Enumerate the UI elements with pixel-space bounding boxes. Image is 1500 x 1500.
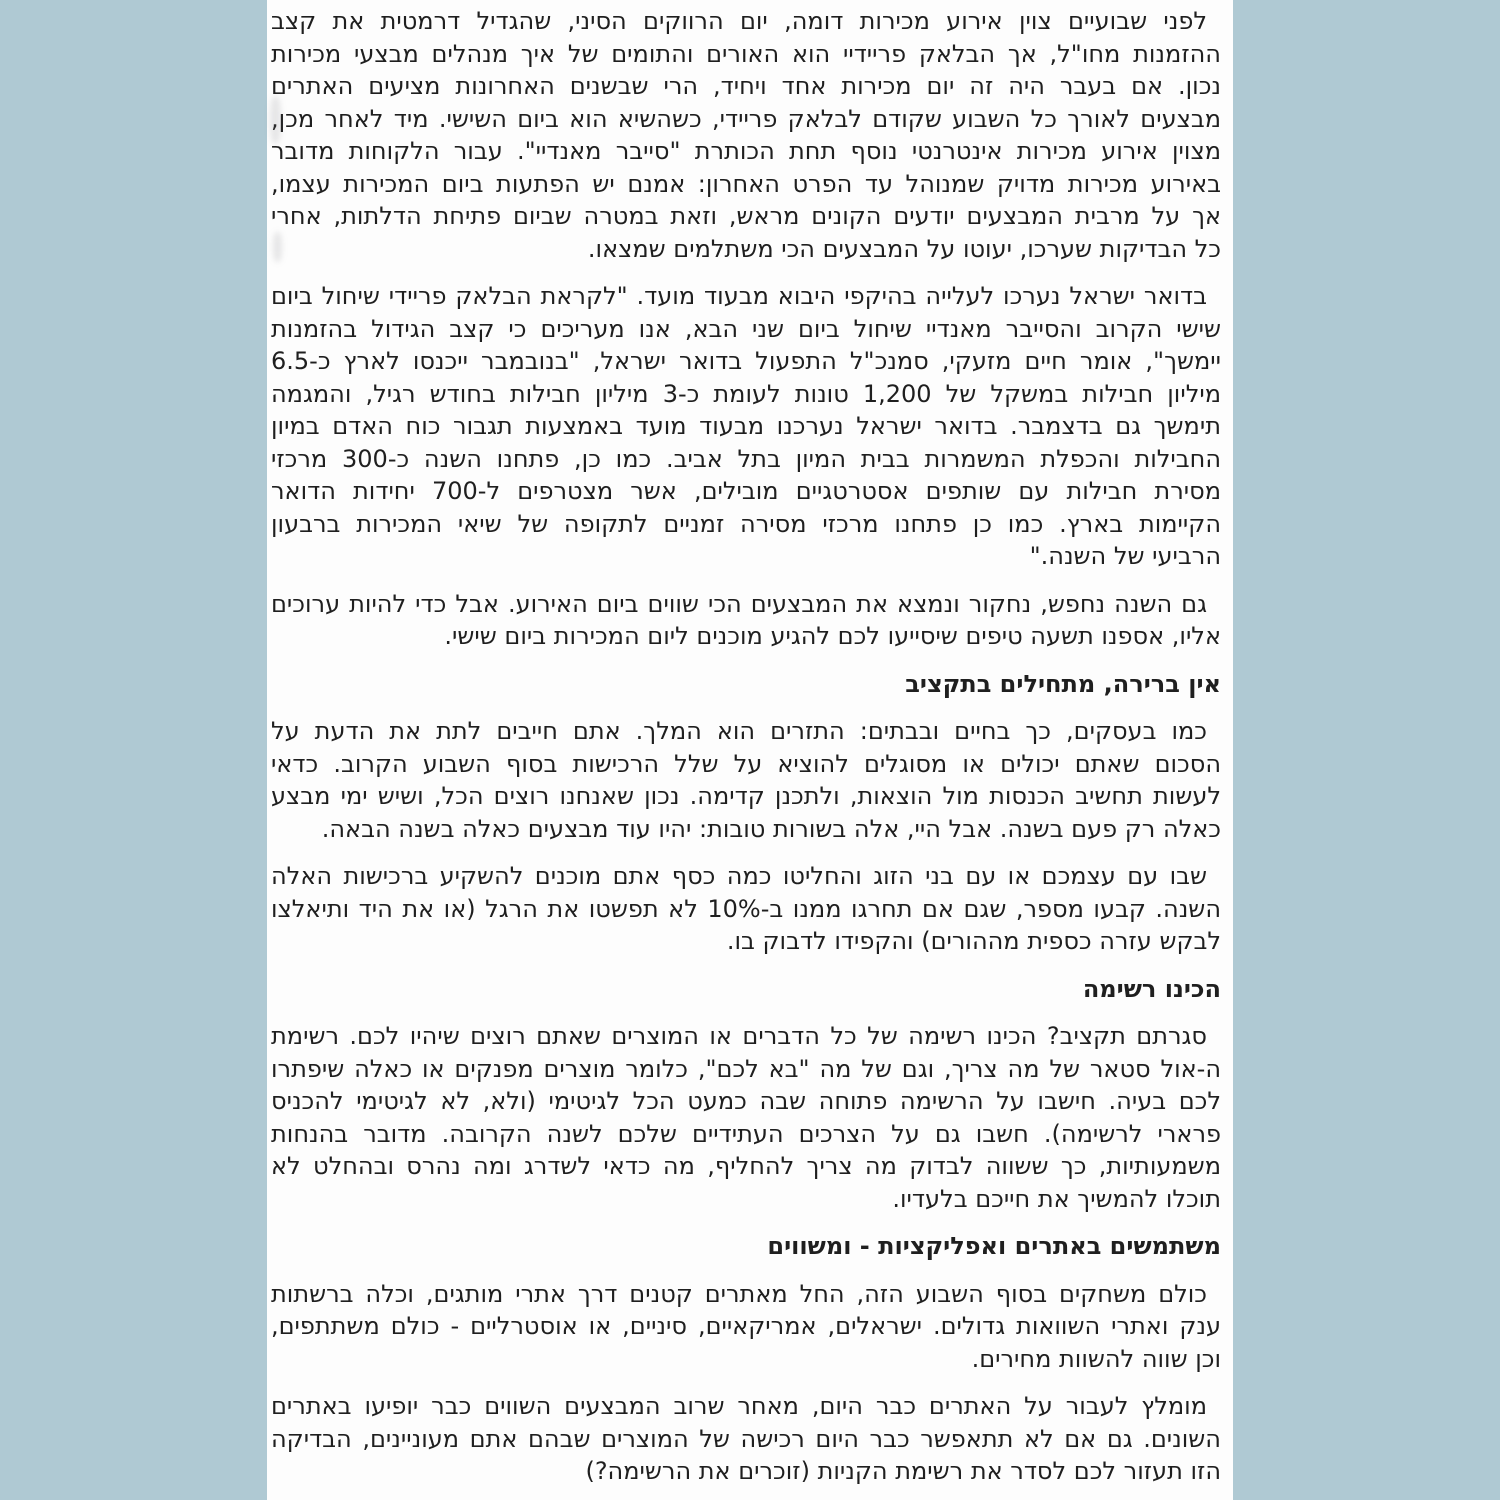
- text-line: שבו עם עצמכם או עם בני הזוג והחליטו כמה כסף אתם מוכנים להשקיע ברכישות האלה: [271, 862, 1207, 890]
- text-line: ההזמנות מחו"ל, אך הבלאק פריידיי הוא האורים והתומים של איך מנהלים מבצעי מכירות: [271, 39, 1221, 68]
- paragraph: [271, 280, 1221, 573]
- paragraph: [271, 1390, 1221, 1488]
- text-line: לבקש עזרה כספית מההורים) והקפידו לדבוק בו.: [726, 927, 1221, 955]
- text-line: לפני שבועיים צוין אירוע מכירות דומה, יום הרווקים הסיני, שהגדיל דרמטית את קצב: [271, 7, 1207, 35]
- text-line: אליו, אספנו תשעה טיפים שיסייעו לכם להגיע מוכנים ליום המכירות ביום שישי.: [444, 622, 1221, 650]
- section-heading: הכינו רשימה: [1082, 974, 1221, 1003]
- text-line: שישי הקרוב והסייבר מאנדיי שיחול ביום שני הבא, אנו מעריכים כי קצב הגידול בהזמנות: [271, 314, 1221, 343]
- text-line: הסכום שאתם יכולים או מסוגלים להוציא על שלל הרכישות בסוף השבוע הקרוב. כדאי: [271, 749, 1221, 778]
- text-line: גם השנה נחפש, נחקור ונמצא את המבצעים הכי שווים ביום האירוע. אבל כדי להיות ערוכים: [271, 589, 1207, 618]
- text-line: הרביעי של השנה.": [1029, 542, 1221, 570]
- text-line: מומלץ לעבור על האתרים כבר היום, מאחר שרוב המבצעים השווים כבר יופיעו באתרים: [271, 1392, 1207, 1420]
- text-line: ענק ואתרי השוואות גדולים. ישראלים, אמריקאיים, סיניים, או אוסטרליים - כולם משתתפים,: [271, 1312, 1221, 1340]
- text-line: נכון. אם בעבר היה זה יום מכירות אחד ויחיד, הרי שבשנים האחרונות מציעים האתרים: [271, 72, 1221, 100]
- text-line: כמו בעסקים, כך בחיים ובבתים: התזרים הוא המלך. אתם חייבים לתת את הדעת על: [271, 717, 1207, 745]
- text-line: אך על מרבית המבצעים יודעים הקונים מראש, וזאת במטרה שביום פתיחת הדלתות, אחרי: [271, 202, 1221, 230]
- text-line: משמעותיות, כך ששווה לבדוק מה צריך להחליף, מה כדאי לשדרג ומה נהרס ובהחלט לא: [271, 1152, 1221, 1180]
- text-line: הזו תעזור לכם לסדר את רשימת הקניות (זוכרים את הרשימה?): [585, 1457, 1221, 1485]
- text-line: סגרתם תקציב? הכינו רשימה של כל הדברים או המוצרים שאתם רוצים שיהיו לכם. רשימת: [271, 1022, 1207, 1050]
- text-line: תוכלו להמשיך את חייכם בלעדיו.: [892, 1184, 1221, 1213]
- paragraph: [271, 715, 1221, 845]
- text-line: מצוין אירוע מכירות אינטרנטי נוסף תחת הכותרת "סייבר מאנדיי". עבור הלקוחות מדובר: [271, 137, 1221, 165]
- text-line: באירוע מכירות מדויק שמנוהל עד הפרט האחרון: אמנם יש הפתעות ביום המכירות עצמו,: [271, 169, 1221, 198]
- text-line: מיליון חבילות במשקל של 1,200 טונות לעומת כ-3 מיליון חבילות בחודש רגיל, והמגמה: [271, 379, 1222, 408]
- text-line: מבצעים לאורך כל השבוע שקודם לבלאק פריידי, כשהשיא הוא ביום השישי. מיד לאחר מכן,: [271, 104, 1221, 133]
- text-line: מסירת חבילות עם שותפים אסטרטגיים מובילים, אשר מצטרפים ל-700 יחידות הדואר: [271, 477, 1221, 505]
- text-line: כל הבדיקות שערכו, יעוטו על המבצעים הכי משתלמים שמצאו.: [587, 234, 1221, 263]
- text-line: בדואר ישראל נערכו לעלייה בהיקפי היבוא מבעוד מועד. "לקראת הבלאק פריידי שיחול ביום: [271, 282, 1207, 310]
- text-line: וכן שווה להשוות מחירים.: [971, 1344, 1221, 1373]
- text-line: יימשך", אומר חיים מזעקי, סמנכ"ל התפעול בדואר ישראל, "בנובמבר ייכנסו לארץ כ-6.5: [271, 347, 1221, 375]
- text-line: כולם משחקים בסוף השבוע הזה, החל מאתרים קטנים דרך אתרי מותגים, וכלה ברשתות: [271, 1279, 1207, 1308]
- text-line: החבילות והכפלת המשמרות בבית המיון בתל אביב. כמו כן, פתחנו השנה כ-300 מרכזי: [271, 444, 1222, 473]
- paragraph: [271, 1278, 1221, 1376]
- text-line: השונים. גם אם לא תתאפשר כבר היום רכישה של המוצרים שבהם אתם מעוניינים, הבדיקה: [271, 1424, 1221, 1453]
- text-line: תימשך גם בדצמבר. בדואר ישראל נערכנו מבעוד מועד באמצעות תגבור כוח האדם במיון: [271, 412, 1221, 440]
- paragraph: [271, 860, 1221, 958]
- text-line: ה-אול סטאר של מה צריך, וגם של מה "בא לכם", כלומר מוצרים מפנקים או כאלה שיפתרו: [271, 1054, 1221, 1083]
- text-line: השנה. קבעו מספר, שגם אם תחרגו ממנו ב-10% לא תפשטו את הרגל (או את היד ותיאלצו: [271, 894, 1221, 923]
- paragraph: [271, 588, 1221, 653]
- document-content: [267, 0, 1233, 1488]
- text-line: הקיימות בארץ. כמו כן פתחנו מרכזי מסירה זמניים לתקופה של שיאי המכירות ברבעון: [271, 509, 1221, 538]
- text-line: לעשות תחשיב הכנסות מול הוצאות, ולתכנן קדימה. נכון שאנחנו רוצים הכל, ושיש ימי מבצע: [271, 782, 1221, 810]
- paragraph: [271, 1020, 1221, 1215]
- text-line: פרארי לרשימה). חשבו גם על הצרכים העתידיים שלכם לשנה הקרובה. מדובר בהנחות: [271, 1119, 1221, 1148]
- section-heading: אין ברירה, מתחילים בתקציב: [905, 669, 1221, 698]
- document-page: [267, 0, 1233, 1500]
- text-line: לכם בעיה. חישבו על הרשימה פתוחה שבה כמעט הכל לגיטימי (ולא, לא לגיטימי להכניס: [271, 1087, 1221, 1115]
- text-line: כאלה רק פעם בשנה. אבל היי, אלה בשורות טובות: יהיו עוד מבצעים כאלה בשנה הבאה.: [321, 814, 1221, 843]
- section-heading: משתמשים באתרים ואפליקציות - ומשווים: [767, 1232, 1221, 1260]
- paragraph: [271, 5, 1221, 265]
